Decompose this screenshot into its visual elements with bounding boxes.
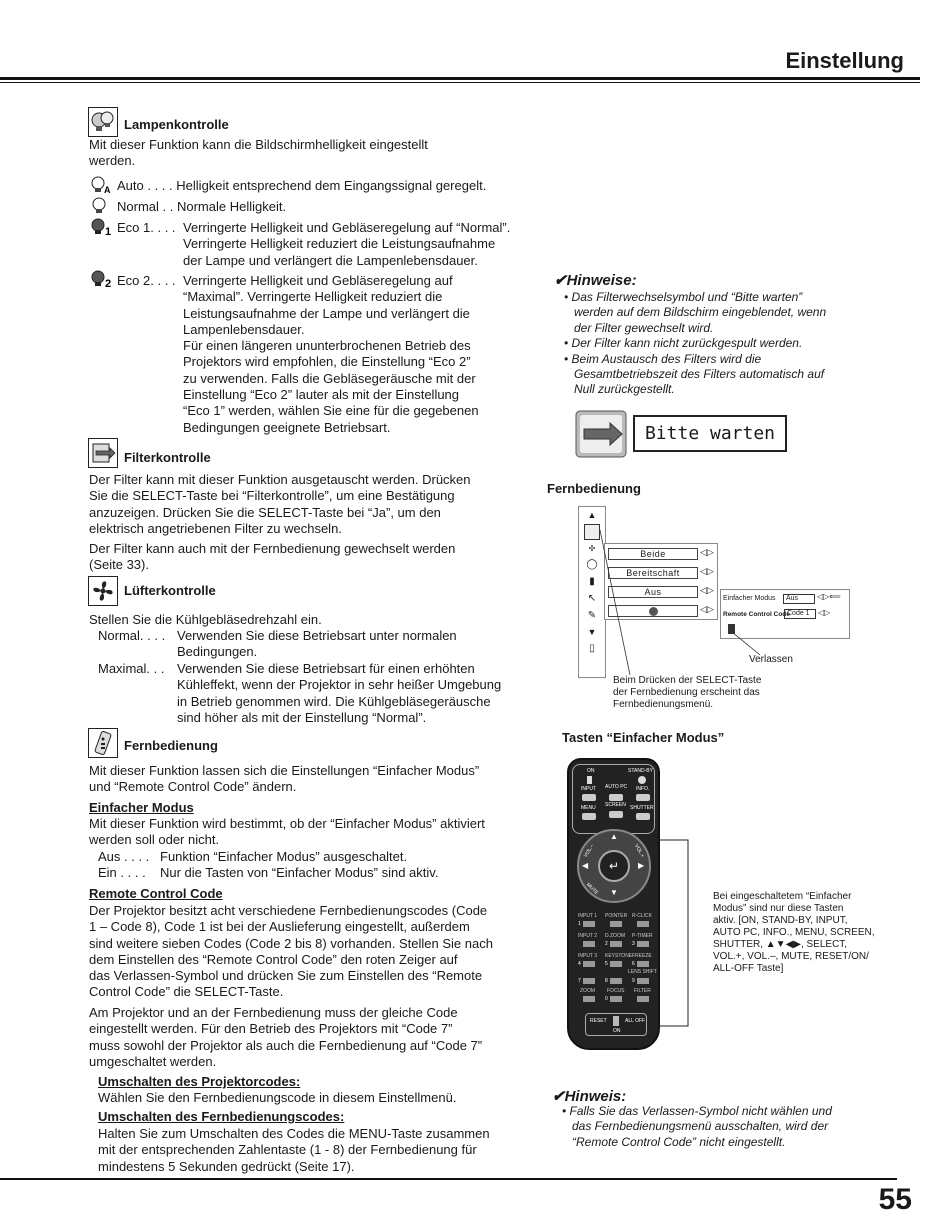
remote-input3-label: INPUT 3 xyxy=(578,953,598,959)
notes-heading: ✔Hinweise: xyxy=(554,272,637,289)
header-rule-thin xyxy=(0,82,920,83)
remote-freeze-label: FREEZE xyxy=(632,953,652,959)
freeze-button xyxy=(637,961,649,967)
please-wait-box: Bitte warten xyxy=(633,415,787,452)
header-rule xyxy=(0,77,920,80)
submenu-arrows-icon: ◁▷ xyxy=(818,608,831,617)
svg-text:A: A xyxy=(104,185,111,194)
remote-bracket xyxy=(650,838,695,1030)
remote-menu-label: MENU xyxy=(581,805,596,811)
svg-text:1: 1 xyxy=(105,226,112,236)
note-heading-2: ✔Hinweis: xyxy=(552,1088,627,1105)
key-6: 6 xyxy=(632,961,635,967)
tasten-heading: Tasten “Einfacher Modus” xyxy=(562,730,725,745)
submenu-mode-value: Aus xyxy=(783,594,815,604)
remote-rclick-label: R-CLICK xyxy=(632,913,653,919)
on-button xyxy=(587,776,592,784)
page-title: Einstellung xyxy=(785,48,904,73)
info-button xyxy=(636,794,650,801)
bar-arrows-icon: ◁▷ xyxy=(700,566,714,576)
remote-shutter-label: SHUTTER xyxy=(630,805,654,811)
dpad-right-icon: ▶ xyxy=(638,861,645,870)
menu-caption: Beim Drücken der SELECT-Taste der Fernbedienung erscheint das Fernbedienungsmenü. xyxy=(613,675,762,710)
select-button-icon: ↵ xyxy=(598,850,630,882)
submenu-arrows-icon: ◁▷⟸ xyxy=(817,592,841,601)
dpad-up-icon: ▲ xyxy=(610,832,618,841)
key-4: 4 xyxy=(578,961,581,967)
page-number: 55 xyxy=(878,1183,912,1216)
remote-menu-icon xyxy=(584,524,600,540)
easy-ein-label: Ein . . . . xyxy=(98,865,146,880)
checkmark-icon: ✔ xyxy=(554,272,567,289)
remote-screen-label: SCREEN xyxy=(605,802,626,808)
remote-input1-label: INPUT 1 xyxy=(578,913,598,919)
focus-button xyxy=(610,996,622,1002)
normal-lamp-icon xyxy=(91,197,109,220)
wrench-menu-icon: ✎ xyxy=(587,610,597,621)
remote-keystone-label: KEYSTONE xyxy=(605,953,633,959)
menu-bar-beide: Beide xyxy=(608,548,698,560)
submenu-mode-label: Einfacher Modus xyxy=(723,595,776,602)
dpad-down-icon: ▼ xyxy=(610,888,618,897)
ptimer-button xyxy=(637,941,649,947)
checkmark-icon: ✔ xyxy=(552,1088,565,1105)
fan-normal-text: Verwenden Sie diese Betriebsart unter normalen Bedingungen. xyxy=(177,628,457,660)
pointer-menu-icon: ↖ xyxy=(587,593,597,604)
fan-normal-label: Normal. . . . xyxy=(98,628,166,643)
footer-rule xyxy=(0,1178,897,1180)
fan-maximal-text: Verwenden Sie diese Betriebsart für einen erhöhten Kühleffekt, wenn der Projektor in sehr heißer Umgebung in Betrieb genommen wird. Die Kühlgebläsegeräusche sind höher als mit der Einstellung “Normal”. xyxy=(177,661,502,725)
remote-code-text: Halten Sie zum Umschalten des Codes die MENU-Taste zusammen mit der entsprechenden Zahlentaste (1 - 8) der Fernbedienung für mindestens 5 Sekunden gedrückt (Seite 17). xyxy=(98,1126,490,1174)
dpad-left-icon: ◀ xyxy=(582,861,589,870)
remote-caption: Bei eingeschaltetem “Einfacher Modus” sind nur diese Tasten aktiv. [ON, STAND-BY, INPUT, AUTO PC, INFO., MENU, SCREEN, SHUTTER, ▲▼◀▶, SELECT, VOL.+, VOL.–, MUTE, RESET/ON/ ALL-OFF Taste] xyxy=(713,891,875,974)
lamp-eco2-text: Verringerte Helligkeit und Gebläseregelung auf “Maximal”. Verringerte Helligkeit reduziert die Leistungsaufnahme der Lampe und verlängert die Lampenlebensdauer. Für einen längeren ununterbrochenen Betrieb des Projektors wird empfohlen, die Einstellung “Eco 2” zu verwenden. Falls die Gebläsegeräusche mit der Einstellung “Eco 2” lauter als mit der Einstellung “Eco 1” werden, wählen Sie eine für die gegebenen Bedingungen geeignete Betriebsart. xyxy=(183,273,479,435)
reset-switch xyxy=(613,1016,619,1026)
remote-filter-label: FILTER xyxy=(634,988,651,994)
filter-change-symbol-icon xyxy=(572,405,630,461)
remote-input-label: INPUT xyxy=(581,786,596,792)
fan-menu-icon: ✣ xyxy=(588,544,596,553)
lamp-intro: Mit dieser Funktion kann die Bildschirmhelligkeit eingestellt werden. xyxy=(89,137,428,169)
eco2-lamp-icon xyxy=(90,270,114,293)
remote-focus-label: FOCUS xyxy=(607,988,625,994)
filter-control-icon xyxy=(88,438,118,468)
remote-ptimer-label: P-TIMER xyxy=(632,933,653,939)
remote-intro: Mit dieser Funktion lassen sich die Einstellungen “Einfacher Modus” und “Remote Control Code” ändern. xyxy=(89,763,480,795)
menu-button xyxy=(582,813,596,820)
lamp-auto-row: Auto . . . . Helligkeit entsprechend dem Eingangssignal geregelt. xyxy=(117,178,487,193)
fan-title: Lüfterkontrolle xyxy=(124,583,216,598)
remote-lensshift-label: LENS SHIFT xyxy=(628,969,657,975)
remote-small-icon: ▮ xyxy=(589,576,595,587)
filter-button xyxy=(637,996,649,1002)
projector-code-text: Wählen Sie den Fernbedienungscode in diesem Einstellmenü. xyxy=(98,1090,457,1105)
key-5: 5 xyxy=(605,961,608,967)
remote-control-icon xyxy=(88,728,118,758)
remote-code-heading: Umschalten des Fernbedienungscodes: xyxy=(98,1109,345,1124)
remote-input2-label: INPUT 2 xyxy=(578,933,598,939)
input2-button xyxy=(583,941,595,947)
remote-mute-label: MUTE xyxy=(584,881,600,897)
arrow-down-icon: ▼ xyxy=(587,627,597,637)
key-8: 8 xyxy=(605,978,608,984)
arrow-up-icon: ▲ xyxy=(587,510,597,520)
remote-on-label: ON xyxy=(587,768,595,774)
svg-text:2: 2 xyxy=(105,278,112,288)
notes-list: • Das Filterwechselsymbol und “Bitte warten” werden auf dem Bildschirm eingeblendet, wenn der Filter gewechselt wird. • Der Filter kann nicht zurückgespult werden. • Beim Austausch des Filters wird die Gesamtbetriebszeit des Filters automatisch auf Null zurückgestellt. xyxy=(564,290,827,397)
key9-button xyxy=(637,978,649,984)
bar-arrows-icon: ◁▷ xyxy=(700,604,714,614)
key-1: 1 xyxy=(578,921,581,927)
fernbedienung-heading: Fernbedienung xyxy=(547,481,641,496)
remote-volm-label: VOL.– xyxy=(582,843,596,859)
filter-title: Filterkontrolle xyxy=(124,450,211,465)
submenu-code-value: Code 1 xyxy=(784,609,816,619)
pointer-button xyxy=(610,921,622,927)
menu-bar-aus: Aus xyxy=(608,586,698,598)
easy-mode-text: Mit dieser Funktion wird bestimmt, ob der “Einfacher Modus” aktiviert werden soll oder nicht. xyxy=(89,816,485,848)
key-9: 9 xyxy=(632,978,635,984)
bar-arrows-icon: ◁▷ xyxy=(700,585,714,595)
lamp-eco1-text: Verringerte Helligkeit und Gebläseregelung auf “Normal”. Verringerte Helligkeit reduziert die Leistungsaufnahme der Lampe und verlängert die Lampenlebensdauer. xyxy=(183,220,511,268)
key8-button xyxy=(610,978,622,984)
rclick-button xyxy=(637,921,649,927)
input-button xyxy=(582,794,596,801)
lamp-normal-row: Normal . . Normale Helligkeit. xyxy=(117,199,287,214)
remote-standby-label: STAND-BY xyxy=(628,768,653,774)
menu-bar-bereitschaft: Bereitschaft xyxy=(608,567,698,579)
fan-maximal-label: Maximal. . . xyxy=(98,661,165,676)
shutter-button xyxy=(636,813,650,820)
lamp-eco2-label: Eco 2. . . . xyxy=(117,273,176,288)
callout-lines xyxy=(600,520,770,680)
remote-pointer-label: POINTER xyxy=(605,913,628,919)
note-2-text: • Falls Sie das Verlassen-Symbol nicht wählen und das Fernbedienungsmenü ausschalten, wird der “Remote Control Code” nicht eingestellt. xyxy=(562,1104,832,1149)
remote-autopc-label: AUTO PC xyxy=(605,784,628,790)
fan-intro: Stellen Sie die Kühlgebläsedrehzahl ein. xyxy=(89,612,322,627)
remote-volp-label: VOL.+ xyxy=(632,843,646,859)
easy-aus-text: Funktion “Einfacher Modus” ausgeschaltet. xyxy=(160,849,408,864)
key-7: 7 xyxy=(578,978,581,984)
remote-zoom-label: ZOOM xyxy=(580,988,595,994)
key-0: 0 xyxy=(605,996,608,1002)
screen-button xyxy=(609,811,623,818)
code-heading: Remote Control Code xyxy=(89,886,223,901)
easy-ein-text: Nur die Tasten von “Einfacher Modus” sind aktiv. xyxy=(160,865,439,880)
filter-paragraph-1: Der Filter kann mit dieser Funktion ausgetauscht werden. Drücken Sie die SELECT-Taste bei “Filterkontrolle”, um eine Bestätigung anzuzeigen. Drücken Sie die SELECT-Taste bei “Ja”, um den elektrisch angetriebenen Filter zu wechseln. xyxy=(89,472,471,536)
remote-info-label: INFO. xyxy=(636,786,650,792)
code-text: Der Projektor besitzt acht verschiedene Fernbedienungscodes (Code 1 – Code 8), Code 1 ist bei der Auslieferung eingestellt, außerdem sind weitere sieben Codes (Code 2 bis 8) vorhanden. Stellen Sie nach dem Einstellen des “Remote Control Code” den roten Zeiger auf das Verlassen-Symbol und drücken Sie zum Einstellen des “Remote Control Code” die SELECT-Taste. xyxy=(89,903,493,1000)
auto-lamp-icon xyxy=(90,176,112,199)
input3-button xyxy=(583,961,595,967)
submenu-code-label: Remote Control Code xyxy=(723,611,790,618)
remote-reset-label: RESET xyxy=(590,1018,607,1024)
eco1-lamp-icon xyxy=(90,218,114,241)
easy-mode-heading: Einfacher Modus xyxy=(89,800,194,815)
filter-paragraph-2: Der Filter kann auch mit der Fernbedienung gewechselt werden (Seite 33). xyxy=(89,541,456,573)
keystone-button xyxy=(610,961,622,967)
remote-title: Fernbedienung xyxy=(124,738,218,753)
key-2: 2 xyxy=(605,941,608,947)
lamp-title: Lampenkontrolle xyxy=(124,117,229,132)
easy-aus-label: Aus . . . . xyxy=(98,849,150,864)
exit-menu-icon: ▯ xyxy=(589,643,595,654)
remote-on2-label: ON xyxy=(613,1028,621,1034)
remote-dzoom-label: D.ZOOM xyxy=(605,933,625,939)
remote-alloff-label: ALL OFF xyxy=(625,1018,646,1024)
key-3: 3 xyxy=(632,941,635,947)
verlassen-label: Verlassen xyxy=(749,654,793,665)
dzoom-button xyxy=(610,941,622,947)
zoom-button xyxy=(583,996,595,1002)
standby-button xyxy=(638,776,646,784)
lamp-eco1-label: Eco 1. . . . xyxy=(117,220,176,235)
input1-button xyxy=(583,921,595,927)
lamp-menu-icon: ◯ xyxy=(586,559,598,570)
lamp-control-icon xyxy=(88,107,118,137)
autopc-button xyxy=(609,794,623,801)
projector-code-heading: Umschalten des Projektorcodes: xyxy=(98,1074,301,1089)
code-text-2: Am Projektor und an der Fernbedienung muss der gleiche Code eingestellt werden. Für den Betrieb des Projektors mit “Code 7” muss sowohl der Projektor als auch die Fernbedienung auf “Code 7” umgeschaltet werden. xyxy=(89,1005,483,1069)
key7-button xyxy=(583,978,595,984)
bar-arrows-icon: ◁▷ xyxy=(700,547,714,557)
fan-icon xyxy=(88,576,118,606)
